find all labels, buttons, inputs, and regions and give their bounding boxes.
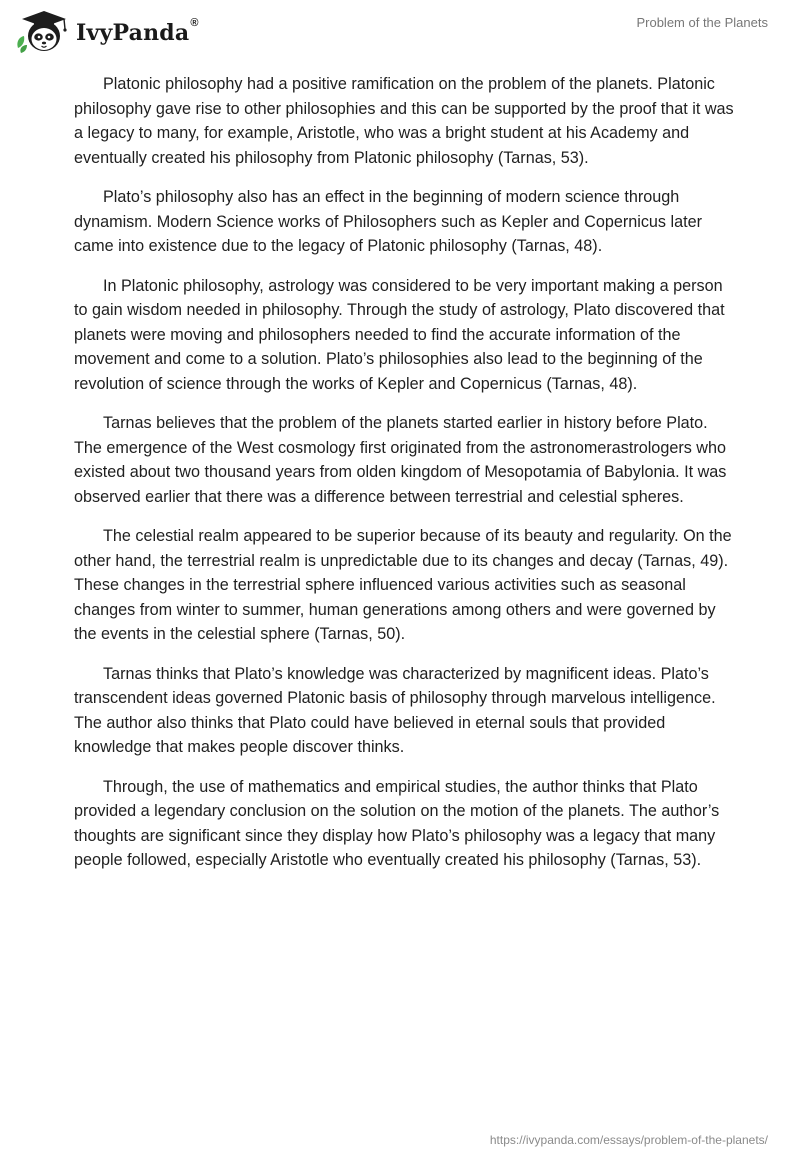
source-url[interactable]: https://ivypanda.com/essays/problem-of-the-planets/: [489, 1133, 768, 1147]
paragraph: In Platonic philosophy, astrology was considered to be very important making a person to gain wisdom needed in philosophy. Through the study of astrology, Plato discovered that planets were moving and philosophers needed to find the accurate information of the movement and come to a solution. Plato’s philosophies also lead to the beginning of the revolution of science through the works of Kepler and Copernicus (Tarnas, 48).: [74, 276, 725, 393]
page-header: [0, 0, 800, 64]
paragraph: The celestial realm appeared to be superior because of its beauty and regularity. On the other hand, the terrestrial realm is unpredictable due to its changes and decay (Tarnas, 49). These changes in the terrestrial sphere influenced various activities such as seasonal changes from winter to summer, human generations among others and were governed by the events in the celestial sphere (Tarnas, 50).: [74, 527, 732, 643]
panda-graduate-icon: [14, 8, 72, 56]
registered-mark: ®: [190, 17, 199, 29]
brand-name: IvyPanda®: [76, 17, 199, 46]
document-title: Problem of the Planets: [636, 15, 768, 30]
paragraph: Tarnas thinks that Plato’s knowledge was characterized by magnificent ideas. Plato’s transcendent ideas governed Platonic basis of philosophy through marvelous intelligence. The author also thinks that Plato could have believed in eternal souls that provided knowledge that makes people discover thinks.: [74, 664, 716, 756]
essay-body: [74, 72, 734, 888]
paragraph: Plato’s philosophy also has an effect in the beginning of modern science through dynamism. Modern Science works of Philosophers such as Kepler and Copernicus later came into existence due to the legacy of Platonic philosophy (Tarnas, 48).: [74, 188, 703, 255]
paragraph: Through, the use of mathematics and empirical studies, the author thinks that Plato provided a legendary conclusion on the solution on the motion of the planets. The author’s thoughts are significant since they display how Plato’s philosophy was a legacy that many people followed, especially Aristotle who eventually created his philosophy (Tarnas, 53).: [74, 777, 720, 869]
paragraph: Platonic philosophy had a positive ramification on the problem of the planets. Platonic philosophy gave rise to other philosophies and this can be supported by the proof that it was a legacy to many, for example, Aristotle, who was a bright student at his Academy and eventually created his philosophy from Platonic philosophy (Tarnas, 53).: [74, 75, 734, 167]
paragraph: Tarnas believes that the problem of the planets started earlier in history before Plato. The emergence of the West cosmology first originated from the astronomerastrologers who existed about two thousand years from olden kingdom of Mesopotamia of Babylonia. It was observed earlier that there was a difference between terrestrial and celestial spheres.: [74, 414, 727, 506]
brand-logo[interactable]: [14, 8, 199, 56]
